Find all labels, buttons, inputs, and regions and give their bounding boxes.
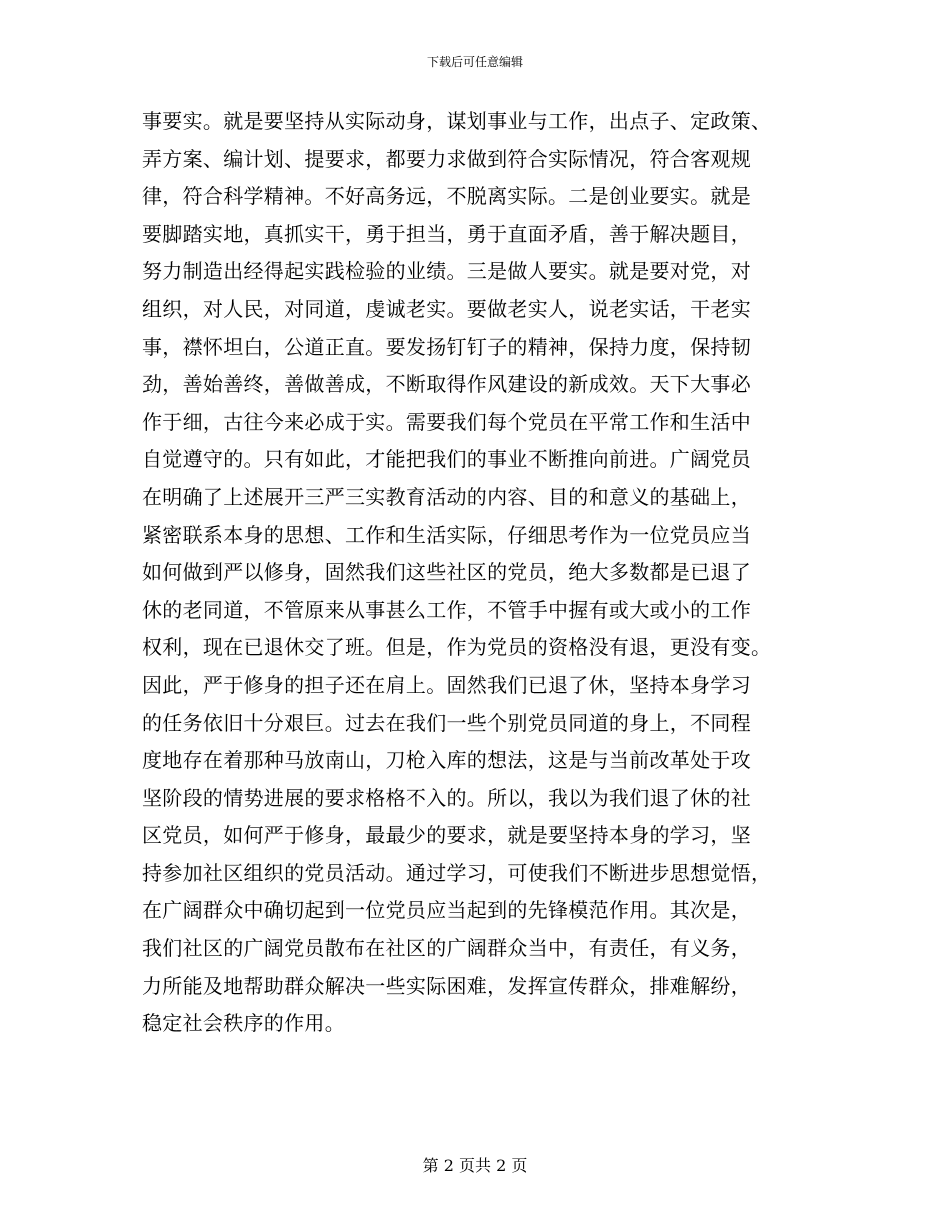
- document-body: [142, 103, 822, 1043]
- body-line: 稳定社会秩序的作用。: [142, 1011, 345, 1036]
- body-line: 努力制造出经得起实践检验的业绩。三是做人要实。就是要对党，对: [142, 259, 751, 284]
- body-line: 度地存在着那种马放南山，刀枪入库的想法，这是与当前改革处于攻: [142, 748, 751, 773]
- body-line: 权利，现在已退休交了班。但是，作为党员的资格没有退，更没有变。: [142, 635, 772, 660]
- body-line: 作于细，古往今来必成于实。需要我们每个党员在平常工作和生活中: [142, 409, 751, 434]
- body-line: 在明确了上述展开三严三实教育活动的内容、目的和意义的基础上，: [142, 484, 751, 509]
- body-line: 坚阶段的情势进展的要求格格不入的。所以，我以为我们退了休的社: [142, 785, 751, 810]
- body-line: 如何做到严以修身，固然我们这些社区的党员，绝大多数都是已退了: [142, 560, 751, 585]
- body-line: 持参加社区组织的党员活动。通过学习，可使我们不断进步思想觉悟，: [142, 860, 772, 885]
- body-line: 在广阔群众中确切起到一位党员应当起到的先锋模范作用。其次是，: [142, 898, 751, 923]
- body-line: 因此，严于修身的担子还在肩上。固然我们已退了休，坚持本身学习: [142, 672, 751, 697]
- body-line: 事要实。就是要坚持从实际动身，谋划事业与工作，出点子、定政策、: [142, 109, 772, 133]
- body-line: 我们社区的广阔党员散布在社区的广阔群众当中，有责任，有义务，: [142, 936, 751, 961]
- body-line: 弄方案、编计划、提要求，都要力求做到符合实际情况，符合客观规: [142, 146, 751, 171]
- body-line: 紧密联系本身的思想、工作和生活实际，仔细思考作为一位党员应当: [142, 522, 751, 547]
- page-header-note: 下载后可任意编辑: [426, 55, 523, 69]
- page-number: 第 2 页共 2 页: [422, 1156, 528, 1175]
- body-line: 组织，对人民，对同道，虔诚老实。要做老实人，说老实话，干老实: [142, 296, 751, 321]
- body-line: 的任务依旧十分艰巨。过去在我们一些个别党员同道的身上，不同程: [142, 710, 751, 735]
- body-line: 力所能及地帮助群众解决一些实际困难，发挥宣传群众，排难解纷，: [142, 973, 751, 998]
- body-line: 律，符合科学精神。不好高务远，不脱离实际。二是创业要实。就是: [142, 184, 751, 209]
- body-line: 劲，善始善终，善做善成，不断取得作风建设的新成效。天下大事必: [142, 372, 751, 397]
- body-line: 自觉遵守的。只有如此，才能把我们的事业不断推向前进。广阔党员: [142, 447, 751, 472]
- body-line: 事，襟怀坦白，公道正直。要发扬钉钉子的精神，保持力度，保持韧: [142, 334, 751, 359]
- body-line: 区党员，如何严于修身，最最少的要求，就是要坚持本身的学习，坚: [142, 823, 751, 848]
- body-line: 要脚踏实地，真抓实干，勇于担当，勇于直面矛盾，善于解决题目，: [142, 221, 751, 246]
- body-line: 休的老同道，不管原来从事甚么工作，不管手中握有或大或小的工作: [142, 597, 751, 622]
